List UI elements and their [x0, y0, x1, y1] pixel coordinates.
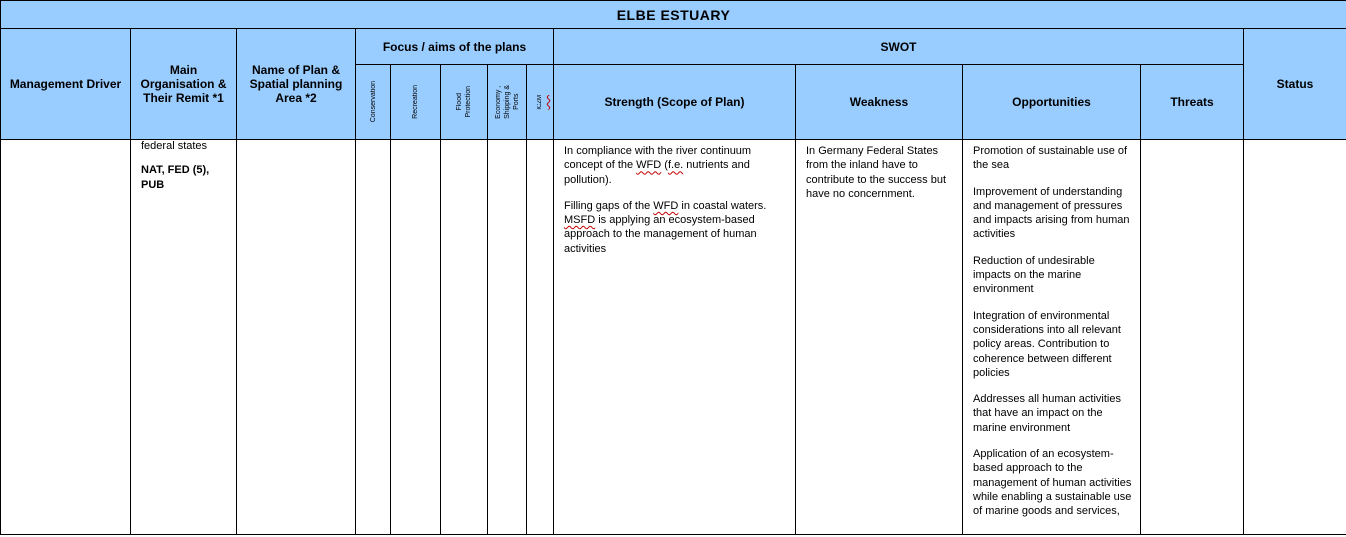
header-swot: SWOT: [554, 29, 1244, 65]
header-focus: Focus / aims of the plans: [356, 29, 554, 65]
header-opportunities: Opportunities: [963, 65, 1141, 140]
opportunity-item: Promotion of sustainable use of the sea: [973, 145, 1128, 172]
opportunity-item: Improvement of understanding and management of pressures and impacts arising from human activities: [973, 185, 1130, 241]
header-main-organisation: Main Organisation & Their Remit *1: [131, 29, 237, 140]
cell-weakness: [796, 140, 963, 535]
opportunity-item: Addresses all human activities that have an impact on the marine environment: [973, 393, 1121, 434]
table-title: ELBE ESTUARY: [1, 1, 1346, 29]
table-row: [1, 140, 1346, 535]
header-focus-iczm: ICZM: [527, 65, 554, 140]
cell-flood-protection: [441, 140, 488, 535]
header-focus-conservation: Conservation: [356, 65, 391, 140]
weakness-text: In Germany Federal States from the inland have to contribute to the success but have no concernment.: [806, 145, 947, 200]
opportunity-item: Reduction of undesirable impacts on the marine environment: [973, 254, 1095, 296]
cell-conservation: [356, 140, 391, 535]
header-focus-economy: Economy , Shipping & Ports: [488, 65, 527, 140]
header-management-driver: Management Driver: [1, 29, 131, 140]
cell-management-driver: [1, 140, 131, 535]
strength-paragraph: In compliance with the river continuum concept of the WFD (f.e. nutrients and pollution).: [564, 145, 752, 186]
header-plan-name: Name of Plan & Spatial planning Area *2: [237, 29, 356, 140]
opportunity-item: Application of an ecosystem-based approach to the management of human activities while enabling a sustainable use of marine goods and services,: [973, 448, 1132, 518]
opportunity-item: Integration of environmental considerations into all relevant policy areas. Contribution to coherence between different policies: [973, 309, 1121, 379]
cell-threats: [1141, 140, 1244, 535]
cell-plan-name: [237, 140, 356, 535]
cell-opportunities: [963, 140, 1141, 535]
cell-main-organisation: [131, 140, 237, 535]
cell-recreation: [391, 140, 441, 535]
org-remit: NAT, FED (5), PUB: [141, 164, 210, 191]
header-status: Status: [1244, 29, 1346, 140]
strength-paragraph: Filling gaps of the WFD in coastal waters. MSFD is applying an ecosystem-based approach to the management of human activities: [564, 199, 767, 255]
cell-economy: [488, 140, 527, 535]
header-focus-recreation: Recreation: [391, 65, 441, 140]
header-weakness: Weakness: [796, 65, 963, 140]
org-line: federal states: [141, 140, 208, 152]
header-focus-flood-protection: Flood Protection: [441, 65, 488, 140]
cell-iczm: [527, 140, 554, 535]
cell-status: [1244, 140, 1346, 535]
header-threats: Threats: [1141, 65, 1244, 140]
header-strength: Strength (Scope of Plan): [554, 65, 796, 140]
cell-strength: [554, 140, 796, 535]
